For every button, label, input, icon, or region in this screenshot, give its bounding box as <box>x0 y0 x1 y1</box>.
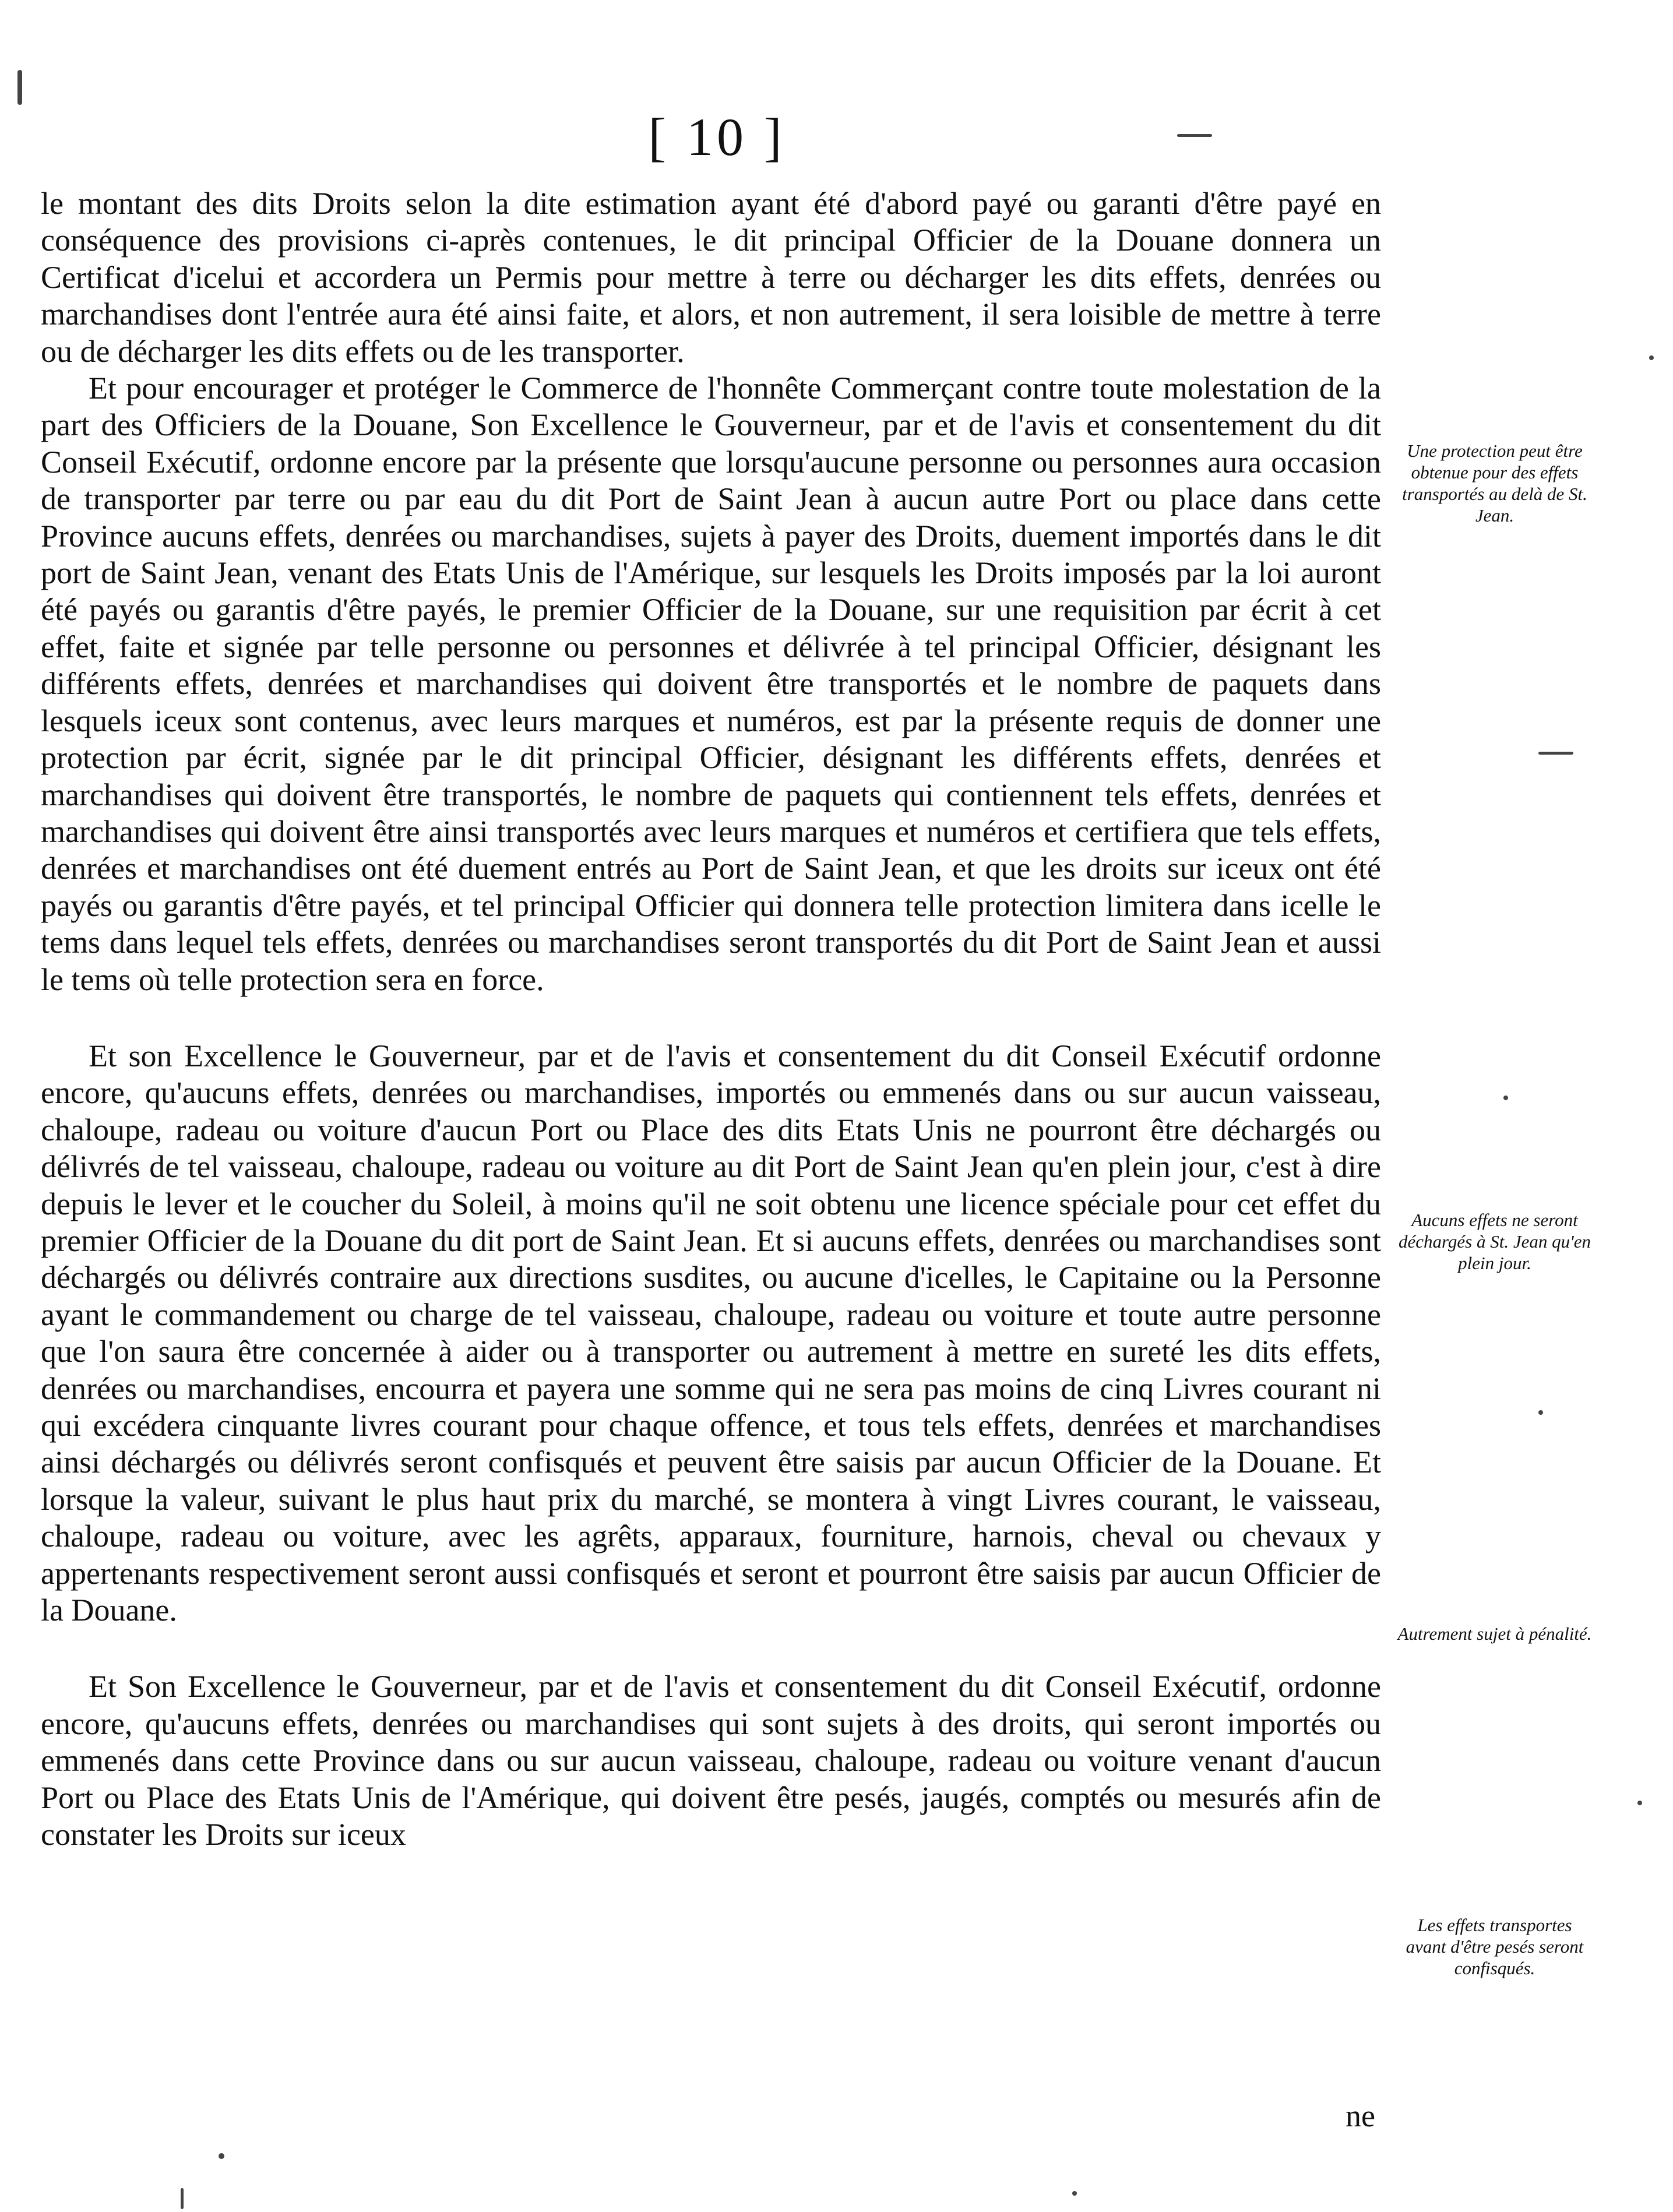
scan-speck <box>1538 1410 1543 1415</box>
scan-speck <box>181 2188 184 2209</box>
margin-note-confiscation: Les effets transportes avant d'être pesés seront confisqués. <box>1406 1915 1584 1978</box>
scan-speck <box>1503 1096 1508 1100</box>
scan-speck <box>17 70 22 105</box>
margin-note-daylight: Aucuns effets ne seront déchargés à St. Jean qu'en plein jour. <box>1398 1210 1591 1273</box>
scan-speck <box>1177 134 1212 137</box>
margin-note-protection: Une protection peut être obtenue pour des effets transportés au delà de St. Jean. <box>1402 441 1587 526</box>
page-number: [ 10 ] <box>648 107 786 167</box>
paragraph-weighing: Et Son Excellence le Gouverneur, par et de l'avis et consentement du dit Conseil Exécutif, ordonne encore, qu'aucuns effets, denrées ou marchandises qui sont sujets à des droits, qui seront importés ou emmenés dans cette Province dans ou sur aucun vaisseau, chaloupe, radeau ou voiture venant d'aucun Port ou Place des Etats Unis de l'Amérique, qui doivent être pesés, jaugés, comptés ou mesurés afin de constater les Droits sur iceux <box>41 1669 1381 1852</box>
paragraph-continuation: le montant des dits Droits selon la dite estimation ayant été d'abord payé ou garanti d'être payé en conséquence des provisions ci-après contenues, le dit principal Officier de la Douane donnera un Certificat d'icelui et accordera un Permis pour mettre à terre ou décharger les dits effets, denrées ou marchandises dont l'entrée aura été ainsi faite, et alors, et non autrement, il sera loisible de mettre à terre ou de décharger les dits effets ou de les transporter. <box>41 186 1381 369</box>
scan-speck <box>219 2153 224 2159</box>
margin-note-penalty: Autrement sujet à pénalité. <box>1397 1623 1592 1644</box>
scan-speck <box>1649 355 1654 360</box>
body-text <box>41 185 1381 1853</box>
catchword: ne <box>1346 2098 1375 2133</box>
scan-speck <box>1538 752 1573 755</box>
paragraph-daylight-unloading: Et son Excellence le Gouverneur, par et de l'avis et consentement du dit Conseil Exécutif ordonne encore, qu'aucuns effets, denrées ou marchandises, importés ou emmenés dans ou sur aucun vaisseau, chaloupe, radeau ou voiture d'aucun Port ou Place des dits Etats Unis ne pourront être déchargés ou délivrés de tel vaisseau, chaloupe, radeau ou voiture au dit Port de Saint Jean qu'en plein jour, c'est à dire depuis le lever et le coucher du Soleil, à moins qu'il ne soit obtenu une licence spéciale pour cet effet du premier Officier de la Douane du dit port de Saint Jean. Et si aucuns effets, denrées ou marchandises sont déchargés ou délivrés contraire aux directions susdites, ou aucune d'icelles, le Capitaine ou la Personne ayant le commandement ou charge de tel vaisseau, chaloupe, radeau ou voiture et toute autre personne que l'on saura être concernée à aider ou à transporter ou autrement à mettre en sureté les dits effets, denrées ou marchandises, encourra et payera une somme qui ne sera pas moins de cinq Livres courant ni qui excédera cinquante livres courant pour chaque offence, et tous tels effets, denrées et marchandises ainsi déchargés ou délivrés seront confisqués et peuvent être saisis par aucun Officier de la Douane. Et lorsque la valeur, suivant le plus haut prix du marché, se montera à vingt Livres courant, le vaisseau, chaloupe, radeau ou voiture, avec les agrêts, apparaux, fourniture, harnois, cheval ou chevaux y appertenants respectivement seront aussi confisqués et seront et pourront être saisis par aucun Officier de la Douane. <box>41 1038 1381 1628</box>
scan-speck <box>1637 1801 1642 1805</box>
scan-speck <box>1072 2191 1077 2196</box>
paragraph-protection: Et pour encourager et protéger le Commerce de l'honnête Commerçant contre toute molestation de la part des Officiers de la Douane, Son Excellence le Gouverneur, par et de l'avis et consentement du dit Conseil Exécutif, ordonne encore par la présente que lorsqu'aucune personne ou personnes aura occasion de transporter par terre ou par eau du dit Port de Saint Jean à aucun autre Port ou place dans cette Province aucuns effets, denrées ou marchandises, sujets à payer des Droits, duement importés dans le dit port de Saint Jean, venant des Etats Unis de l'Amérique, sur lesquels les Droits imposés par la loi auront été payés ou garantis d'être payés, le premier Officier de la Douane, sur une requisition par écrit à cet effet, faite et signée par telle personne ou personnes et délivrée à tel principal Officier, désignant les différents effets, denrées et marchandises qui doivent être transportés et le nombre de paquets dans lesquels iceux sont contenus, avec leurs marques et numéros, est par la présente requis de donner une protection par écrit, signée par le dit principal Officier, désignant les différents effets, denrées et marchandises qui doivent être transportés, le nombre de paquets qui contiennent tels effets, denrées et marchandises qui doivent être ainsi transportés avec leurs marques et numéros et certifiera que tels effets, denrées et marchandises ont été duement entrés au Port de Saint Jean, et que les droits sur iceux ont été payés ou garantis d'être payés, et tel principal Officier qui donnera telle protection limitera dans icelle le tems dans lequel tels effets, denrées ou marchandises seront transportés du dit Port de Saint Jean et aussi le tems où telle protection sera en force. <box>41 371 1381 997</box>
